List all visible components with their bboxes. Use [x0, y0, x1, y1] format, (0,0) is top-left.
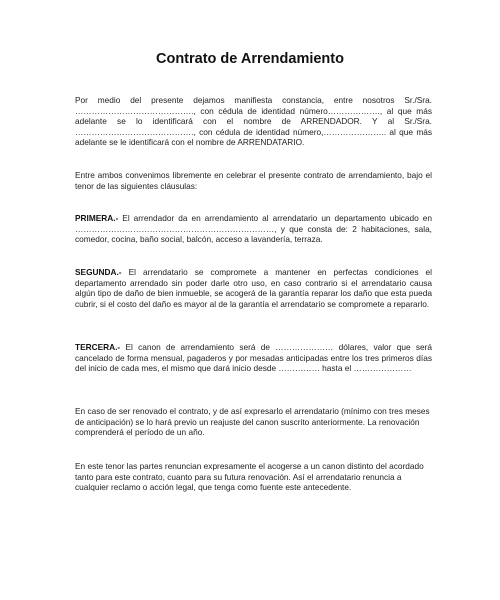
clause-segunda: [75, 267, 432, 309]
intro-paragraph: Por medio del presente dejamos manifiesta constancia, entre nosotros Sr./Sra. ……………………………………., con cédula de identidad número………………., al que más adelante se lo identificará con el nombre de ARRENDADOR. Y al Sr./Sra. ……………………………………., con cédula de identidad número,………………….. al que más adelante se le identificará con el nombre de ARRENDATARIO.: [75, 95, 432, 148]
clause-primera: [75, 213, 432, 245]
agreement-paragraph: Entre ambos convenimos libremente en celebrar el presente contrato de arrendamiento, bajo el tenor de las siguientes cláusulas:: [75, 170, 432, 191]
clause-segunda-label: SEGUNDA.-: [75, 267, 122, 277]
clause-tercera-text: El canon de arrendamiento será de ………………… dólares, valor que será cancelado de forma mensual, pagaderos y por mesadas anticipadas entre los tres primeros días del inicio de cada mes, el mismo que dará inicio desde …………… hasta el …………………: [75, 342, 432, 374]
clause-segunda-text: El arrendatario se compromete a mantener en perfectas condiciones el departamento arrendado sin poder darle otro uso, en caso contrario si el arrendatario causa algún tipo de daño de bien inmueble, se acogerá de la garantía reparar los daño que esta pueda cubrir, si el costo del daño es mayor al de la garantía el arrendatario se compromete a repararlo.: [75, 267, 432, 309]
clause-primera-text: El arrendador da en arrendamiento al arrendatario un departamento ubicado en ………………………………………………………………, y que consta de: 2 habitaciones, sala, comedor, cocina, baño social, balcón, acceso a lavandería, terraza.: [75, 213, 432, 245]
closing-paragraph: En este tenor las partes renuncian expresamente el acogerse a un canon distinto del acordado tanto para este contrato, cuanto para su futura renovación. Así el arrendatario renuncia a cualquier reclamo o acción legal, que tenga como fuente este antecedente.: [75, 461, 424, 493]
renewal-paragraph: En caso de ser renovado el contrato, y de así expresarlo el arrendatario (mínimo con tres meses de anticipación) se lo hará previo un reajuste del canon suscrito anteriormente. La renovación comprenderá el período de un año.: [75, 406, 430, 438]
clause-tercera: [75, 342, 432, 374]
document-title: Contrato de Arrendamiento: [156, 51, 344, 67]
clause-tercera-label: TERCERA.-: [75, 342, 121, 352]
clause-primera-label: PRIMERA.-: [75, 213, 119, 223]
